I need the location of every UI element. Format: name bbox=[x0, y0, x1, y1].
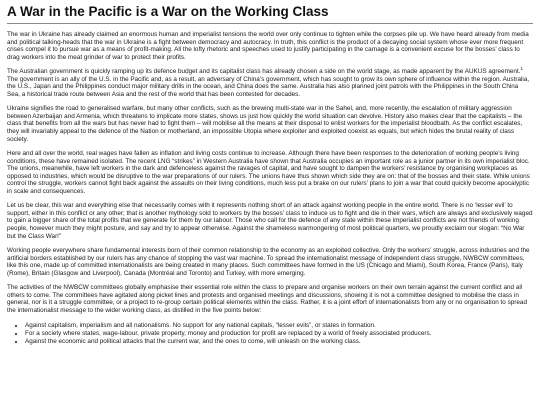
paragraph-6: Working people everywhere share fundamental interests born of their common relationship to the economy as an exploited collective. Only the workers’ struggle, across industries and the artificial borders established by our rulers has any chance of stopping the vast war machine. To spread the internationalist message of independent class struggle, NWBCW committees, like this one, made up of committed internationalists are being created in many places. Such committees have formed in the US (Chicago and Miami), South Korea, France (Paris), Italy (Rome), Britain (Glasgow and Liverpool), Canada (Montréal and Toronto) and Turkey, with more emerging. bbox=[7, 247, 530, 277]
paragraph-7: The activities of the NWBCW committees globally emphasise their essential role within the class to prepare and organise workers on their own terrain against the current conflict and all others to come. The committees have agitated along picket lines and protests and organised meetings and discussions, showing it is not a committee designed to mobilise the class in general, nor is it a struggle committee, or a project to re-group certain political elements within the class. Rather, it is a joint effort of internationalists from any or no organisation to spread the internationalist message to the wider working class, as distilled in the five points below: bbox=[7, 284, 527, 314]
paragraph-4: Here and all over the world, real wages have fallen as inflation and living costs continue to increase. Although there have been responses to the deterioration of working people’s living conditions, these have remained isolated. The recent LNG “strikes” in Western Australia have shown that Australia occupies an important role as a junior partner in its own imperialist bloc. The unions, meanwhile, have left workers in the dark and defenceless against the ravages of capital, and have sought to dampen the workers’ resistance by organising workplaces as opposed to industries, which would be disruptive to the war preparations of our rulers. The unions have thus shown which side they are on: that of the bosses and their state. While unions control the struggle, workers cannot fight back against the assaults on their living conditions, much less put a brake on our rulers’ plans to join a war that could quickly become apocalyptic in scale and consequences. bbox=[7, 150, 530, 195]
list-item: • Against the economic and political attacks that the current war, and the ones to come, will unleash on the working class. bbox=[25, 338, 533, 346]
article-body bbox=[7, 31, 533, 346]
points-list bbox=[7, 322, 533, 346]
paragraph-2 bbox=[7, 68, 533, 98]
list-item: • For a society where states, wage-labour, private property, money and production for profit are replaced by a world of freely associated producers. bbox=[25, 330, 533, 338]
page-title: A War in the Pacific is a War on the Working Class bbox=[7, 4, 329, 19]
paragraph-2-text-cont: The government is an ally of the U.S. in the Pacific and, as a result, an adversary of China’s government, which has sought to grow its own sphere of influence within the region. Australia, the U.S., Japan and the Philippines conduct major military drills in the ocean, and China does the same. Australia has also planned joint patrols with the Philippines in the South China Sea, a historical trade route between Asia and the rest of the world that has been contested for decades. bbox=[7, 75, 530, 98]
title-divider bbox=[7, 23, 533, 24]
paragraph-5: Let us be clear, this war and everything else that necessarily comes with it represents nothing short of an attack against working people in the entire world. There is no ‘lesser evil’ to support, either in this conflict or any other; that is another mythology sold to workers by the bosses’ class to induce us to fight and die in their wars, which are always and exclusively waged to gain a bigger share of the total profits that we generate for them by our labour. Those who call for the defence of any state within these imperialist conflicts are not friends of working people, however much they might posture, and say and try to appear otherwise. Against the shameless warmongering of most political quarters, we proudly exclaim our slogan: “No War but the Class War!” bbox=[7, 202, 533, 240]
footnote-ref[interactable]: 1 bbox=[520, 66, 523, 72]
paragraph-3: Ukraine signifies the road to generalised warfare, but many other conflicts, such as the brewing multi-state war in the Sahel, and, more recently, the escalation of military aggression between Azerbaijan and Armenia, which threatens to implicate more states, shows us just how quickly the world situation can devolve. History also makes clear that the capitalists – the class that benefits from all the wars but has never had to fight them – will mobilise all the means at their disposal to enlist workers for the imperialist bloodbath. As the conflict escalates, they will invariably appeal to the defence of the Nation or motherland, an impossible Utopia where exploiter and exploited coexist as equals, but which hides the brutal reality of class society. bbox=[7, 105, 523, 143]
paragraph-1: The war in Ukraine has already claimed an enormous human and imperialist tensions the world over only continue to tighten while the corpses pile up. We have heard already from media and political talking-heads that the war in Ukraine is a fight between democracy and autocracy. In truth, this conflict is the product of a decaying social system whose ever more frequent crises compel it to pursue war as a means of profit-making. All the lofty rhetoric and speeches used to justify participating in the carnage is a convenient excuse for the bosses’ class to drag workers into the meat grinder of war to protect their profits. bbox=[7, 31, 529, 61]
paragraph-2-text: The Australian government is quickly ramping up its defence budget and its capitalist class has already chosen a side on the world stage, as made apparent by the AUKUS agreement. bbox=[7, 68, 521, 76]
list-item: • Against capitalism, imperialism and all nationalisms. No support for any national capitals, “lesser evils”, or states in formation. bbox=[25, 322, 533, 330]
